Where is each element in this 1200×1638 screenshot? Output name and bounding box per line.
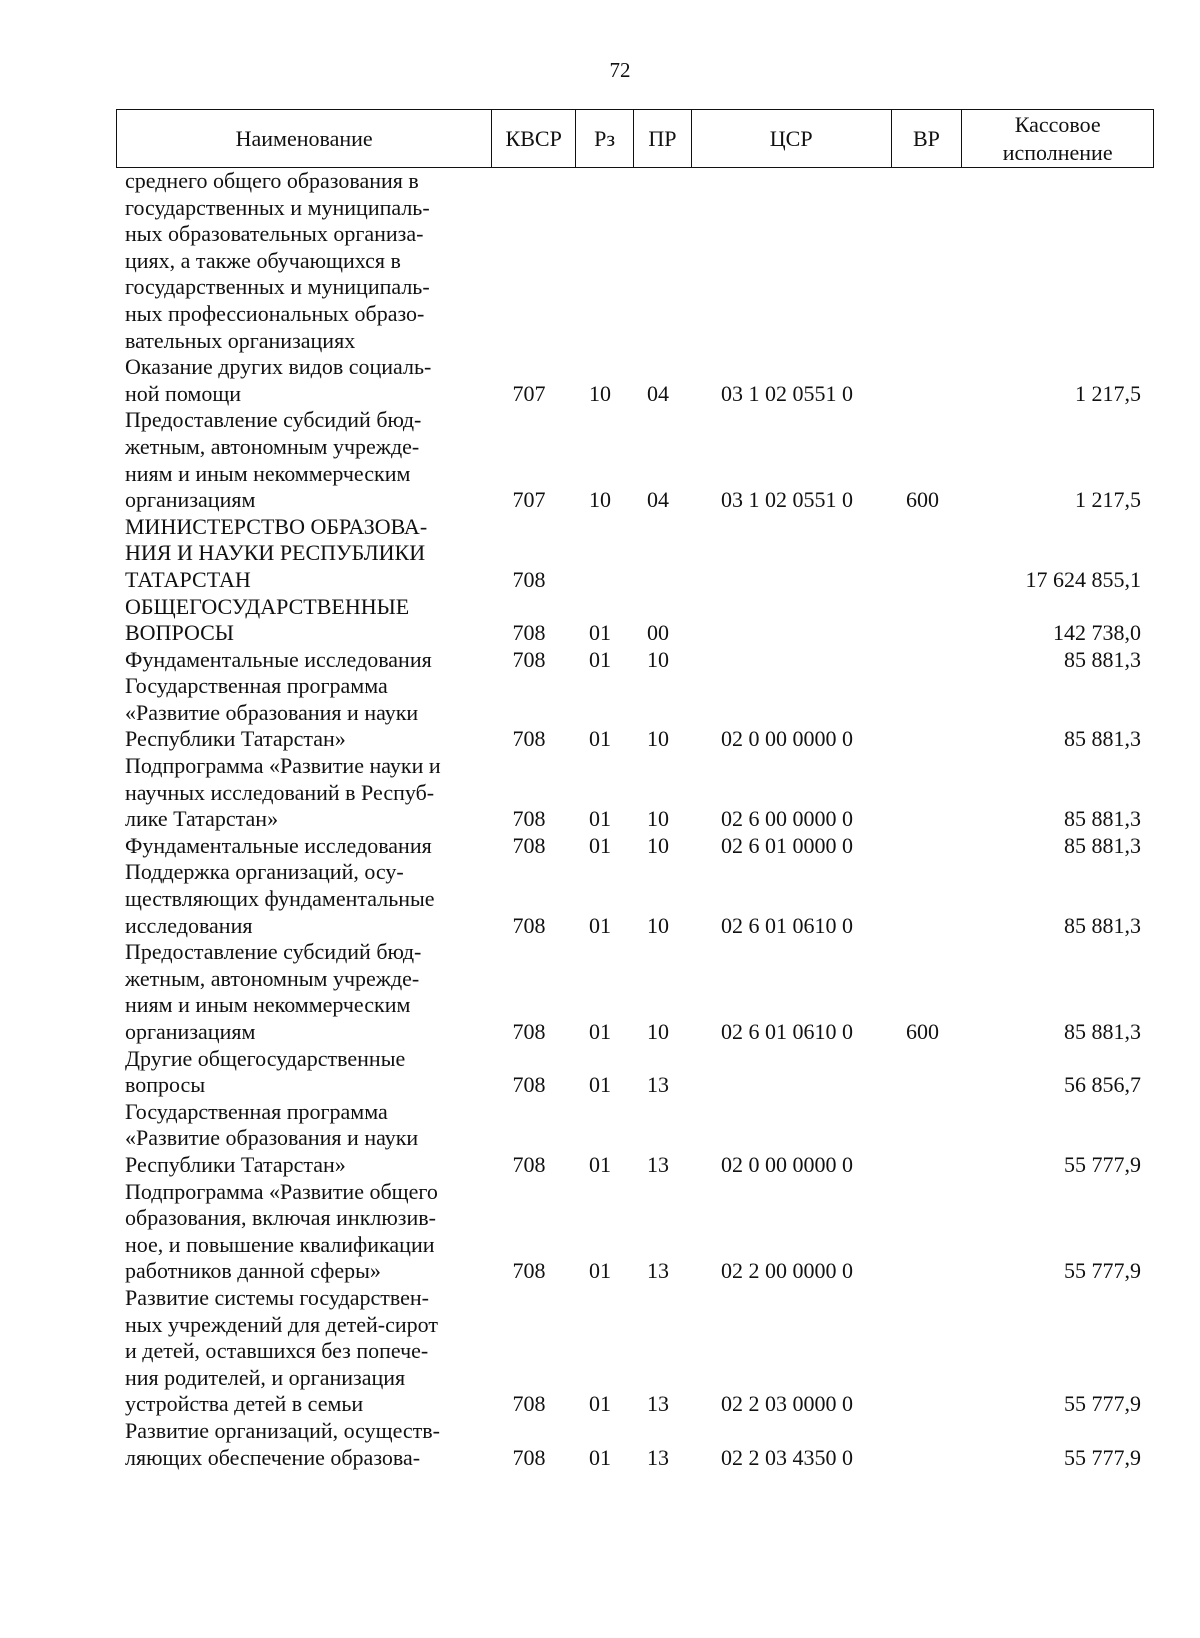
- row-csr: 03 1 02 0551 0: [721, 487, 853, 513]
- table-row: [116, 647, 1154, 674]
- row-sum: 1 217,5: [1075, 380, 1141, 406]
- row-kvsr: 708: [512, 832, 546, 858]
- row-rz: 01: [589, 1444, 611, 1470]
- header-kvsr: КВСР: [492, 110, 576, 167]
- row-pr: 10: [647, 832, 669, 858]
- row-rz: 01: [589, 1391, 611, 1417]
- table-row: [116, 859, 1154, 939]
- row-kvsr: 708: [512, 1391, 546, 1417]
- row-sum: 142 738,0: [1053, 620, 1141, 646]
- row-pr: 00: [647, 620, 669, 646]
- header-name: Наименование: [117, 110, 492, 167]
- table-row: [116, 407, 1154, 513]
- row-kvsr: 708: [512, 1444, 546, 1470]
- row-name: Фундаментальные исследования: [125, 646, 432, 672]
- row-sum: 85 881,3: [1064, 726, 1141, 752]
- table-row: [116, 354, 1154, 407]
- table-row: [116, 1285, 1154, 1418]
- row-pr: 04: [647, 380, 669, 406]
- row-rz: 01: [589, 1072, 611, 1098]
- row-name: Фундаментальные исследования: [125, 832, 432, 858]
- header-sum: Кассовое исполнение: [1002, 111, 1113, 165]
- row-csr: 02 0 00 0000 0: [721, 1151, 853, 1177]
- row-kvsr: 708: [512, 912, 546, 938]
- row-sum: 55 777,9: [1064, 1258, 1141, 1284]
- row-csr: 02 2 00 0000 0: [721, 1258, 853, 1284]
- row-sum: 55 777,9: [1064, 1151, 1141, 1177]
- row-pr: 13: [647, 1391, 669, 1417]
- table-row: [116, 514, 1154, 594]
- row-sum: 85 881,3: [1064, 1019, 1141, 1044]
- row-pr: 13: [647, 1258, 669, 1284]
- row-name: Предоставление субсидий бюд- жетным, автономным учрежде- ниям и иным некоммерческим организациям: [125, 407, 422, 513]
- row-vr: 600: [906, 1019, 939, 1044]
- row-sum: 55 777,9: [1064, 1444, 1141, 1470]
- row-csr: 02 6 01 0610 0: [721, 912, 853, 938]
- row-sum: 85 881,3: [1064, 832, 1141, 858]
- row-sum: 85 881,3: [1064, 646, 1141, 672]
- row-pr: 10: [647, 912, 669, 938]
- row-rz: 01: [589, 1258, 611, 1284]
- row-name: Предоставление субсидий бюд- жетным, автономным учрежде- ниям и иным некоммерческим организациям: [125, 939, 422, 1044]
- row-name: Подпрограмма «Развитие общего образования, включая инклюзив- ное, и повышение квалификации работников данной сферы»: [125, 1178, 438, 1284]
- row-sum: 1 217,5: [1075, 487, 1141, 513]
- row-name: среднего общего образования в государственных и муниципаль- ных образовательных организа- циях, а также обучающихся в государственных и муниципаль- ных профессиональных образо- вательных организациях: [125, 168, 430, 353]
- row-sum: 85 881,3: [1064, 912, 1141, 938]
- table-body: [116, 168, 1154, 1471]
- row-name: Поддержка организаций, осу- ществляющих фундаментальные исследования: [125, 859, 435, 938]
- row-pr: 13: [647, 1444, 669, 1470]
- row-csr: 02 2 03 4350 0: [721, 1444, 853, 1470]
- row-kvsr: 708: [512, 1072, 546, 1098]
- row-sum: 17 624 855,1: [1025, 566, 1141, 592]
- row-sum: 55 777,9: [1064, 1391, 1141, 1417]
- row-csr: 03 1 02 0551 0: [721, 380, 853, 406]
- row-name: ОБЩЕГОСУДАРСТВЕННЫЕ ВОПРОСЫ: [125, 593, 410, 646]
- row-csr: 02 6 00 0000 0: [721, 806, 853, 832]
- table-row: [116, 594, 1154, 647]
- table-row: [116, 168, 1154, 354]
- table-header: [116, 109, 1154, 168]
- row-name: Оказание других видов социаль- ной помощи: [125, 354, 432, 406]
- row-name: Развитие системы государствен- ных учреждений для детей-сирот и детей, оставшихся без попече- ния родителей, и организация устройства детей в семьи: [125, 1284, 438, 1417]
- row-sum: 85 881,3: [1064, 806, 1141, 832]
- row-name: МИНИСТЕРСТВО ОБРАЗОВА- НИЯ И НАУКИ РЕСПУБЛИКИ ТАТАРСТАН: [125, 513, 428, 592]
- row-rz: 01: [589, 726, 611, 752]
- table-row: [116, 833, 1154, 860]
- row-name: Другие общегосударственные вопросы: [125, 1045, 406, 1098]
- row-kvsr: 708: [512, 1258, 546, 1284]
- row-pr: 13: [647, 1072, 669, 1098]
- row-rz: 01: [589, 620, 611, 646]
- row-kvsr: 708: [512, 1019, 546, 1044]
- row-rz: 10: [589, 380, 611, 406]
- header-rz: Рз: [576, 110, 634, 167]
- row-rz: 01: [589, 912, 611, 938]
- row-kvsr: 708: [512, 646, 546, 672]
- row-name: Государственная программа «Развитие образования и науки Республики Татарстан»: [125, 673, 419, 752]
- row-kvsr: 707: [512, 487, 546, 513]
- row-csr: 02 6 01 0610 0: [721, 1019, 853, 1044]
- table-row: [116, 1418, 1154, 1471]
- table-row: [116, 753, 1154, 833]
- row-pr: 13: [647, 1151, 669, 1177]
- table-row: [116, 1179, 1154, 1285]
- row-kvsr: 708: [512, 1151, 546, 1177]
- row-pr: 10: [647, 726, 669, 752]
- row-vr: 600: [906, 487, 939, 513]
- row-csr: 02 0 00 0000 0: [721, 726, 853, 752]
- row-kvsr: 708: [512, 806, 546, 832]
- table-row: [116, 673, 1154, 753]
- header-pr: ПР: [634, 110, 692, 167]
- row-name: Развитие организаций, осуществ- ляющих обеспечение образова-: [125, 1417, 440, 1470]
- row-kvsr: 707: [512, 380, 546, 406]
- row-kvsr: 708: [512, 620, 546, 646]
- table-row: [116, 939, 1154, 1045]
- row-rz: 01: [589, 806, 611, 832]
- row-pr: 10: [647, 646, 669, 672]
- row-pr: 04: [647, 487, 669, 513]
- row-rz: 10: [589, 487, 611, 513]
- row-rz: 01: [589, 646, 611, 672]
- row-csr: 02 6 01 0000 0: [721, 832, 853, 858]
- header-csr: ЦСР: [692, 110, 892, 167]
- table-row: [116, 1046, 1154, 1099]
- row-pr: 10: [647, 1019, 669, 1044]
- row-name: Подпрограмма «Развитие науки и научных исследований в Респуб- лике Татарстан»: [125, 753, 441, 832]
- row-sum: 56 856,7: [1064, 1072, 1141, 1098]
- row-kvsr: 708: [512, 566, 546, 592]
- row-csr: 02 2 03 0000 0: [721, 1391, 853, 1417]
- row-rz: 01: [589, 1019, 611, 1044]
- row-name: Государственная программа «Развитие образования и науки Республики Татарстан»: [125, 1098, 419, 1177]
- header-vr: ВР: [892, 110, 963, 167]
- row-kvsr: 708: [512, 726, 546, 752]
- row-pr: 10: [647, 806, 669, 832]
- page-number: 72: [609, 58, 631, 82]
- row-rz: 01: [589, 832, 611, 858]
- row-rz: 01: [589, 1151, 611, 1177]
- table-row: [116, 1099, 1154, 1179]
